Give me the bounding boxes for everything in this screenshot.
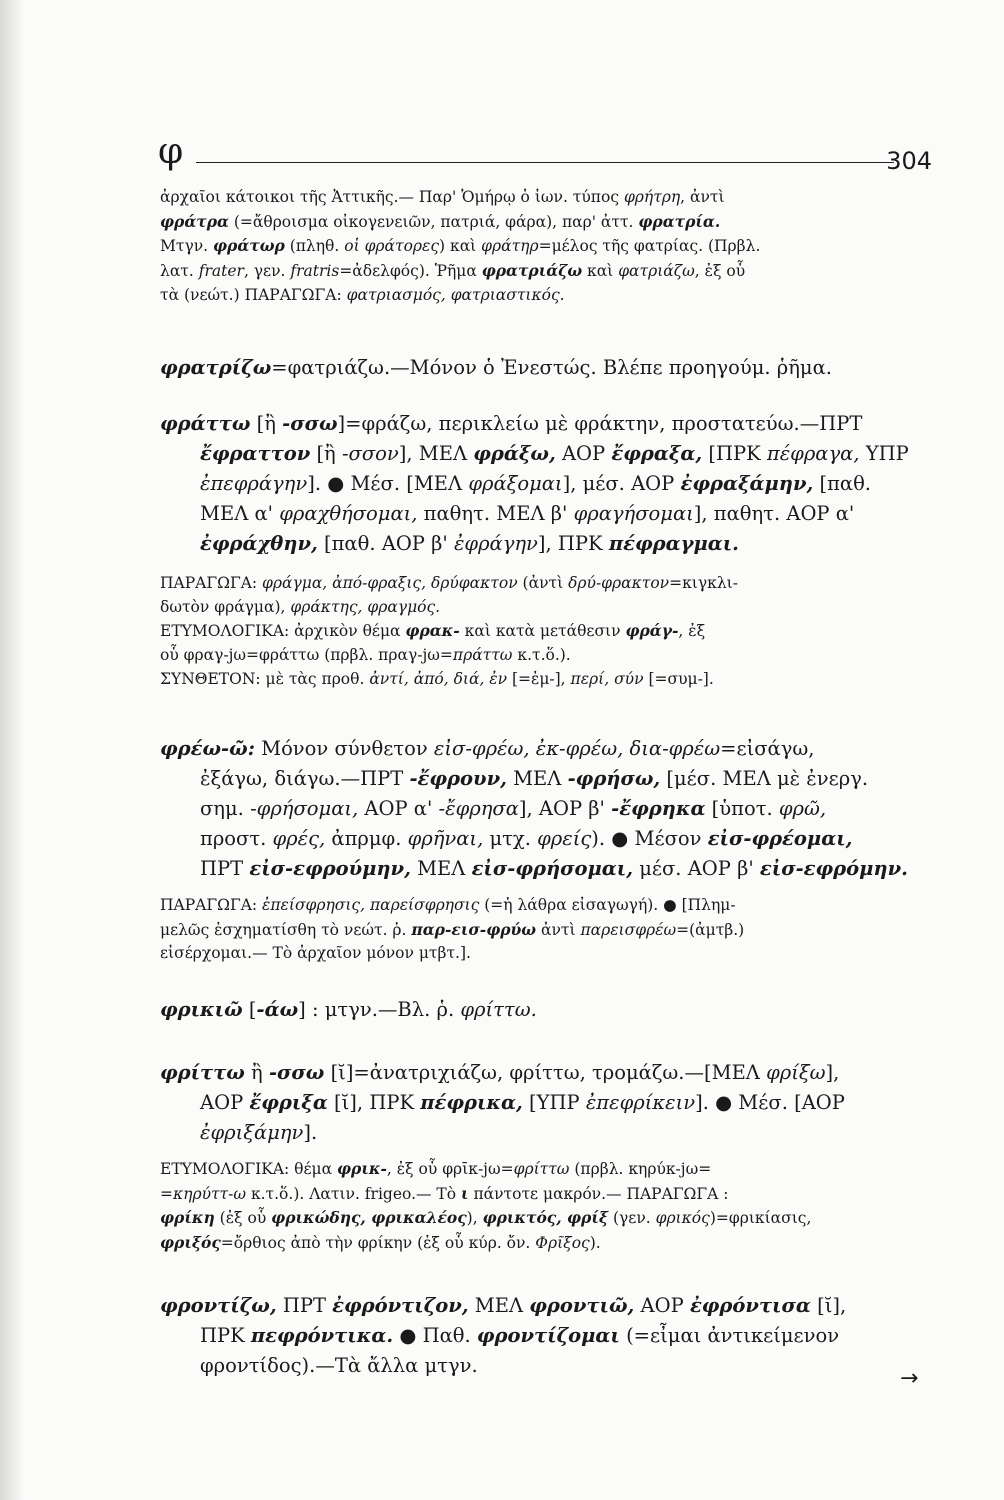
text-line <box>160 942 936 966</box>
text-run: κ.τ.ὅ.). Λατιν. frigeo.— Τὸ <box>246 1184 462 1203</box>
text-line <box>160 353 936 383</box>
text-run: -άω <box>256 998 299 1021</box>
text-run: λατ. <box>160 262 199 281</box>
text-run: ΠΑΡΑΓΩΓΑ: <box>160 574 263 592</box>
text-run: φροντίζω, <box>160 1294 277 1317</box>
text-run: φρικώδης, φρικαλέος <box>271 1208 467 1228</box>
entry-fritto <box>160 1058 936 1148</box>
text-run: [=συμ-]. <box>643 669 714 688</box>
text-run: φράξομαι <box>468 472 563 495</box>
text-run: εἰσ-φρήσομαι, <box>471 857 634 880</box>
text-line <box>160 824 936 854</box>
text-run: φρατρίζω <box>160 356 272 379</box>
text-run: (ἐξ οὗ <box>214 1209 272 1228</box>
text-run: δωτὸν φράγμα), <box>160 597 291 616</box>
text-run: φρικιῶ <box>160 998 243 1021</box>
text-run: frater <box>198 262 244 281</box>
entry-fratto-notes <box>160 572 936 692</box>
text-run: ΑΟΡ α' <box>358 797 439 820</box>
text-run: φροντιῶ, <box>529 1294 635 1317</box>
text-run: φρείς <box>537 827 592 850</box>
text-run: οὗ φραγ-jω=φράττω (πρβλ. πραγ-jω= <box>160 646 453 665</box>
text-run: =ἀδελφός). Ῥῆμα <box>339 262 482 281</box>
text-line <box>160 854 936 884</box>
header-letter: φ <box>158 131 184 172</box>
text-run: , ἐξ οὗ <box>694 262 746 281</box>
text-run: φρικτός, φρίξ <box>482 1208 609 1228</box>
text-run: ἐπεφρίκειν <box>585 1091 696 1114</box>
text-run: ἀρχαῖοι κάτοικοι τῆς Ἀττικῆς.— Παρ' Ὁμήρῳ ὁ ἰων. τύπος <box>160 188 624 206</box>
text-run: φρῆναι, <box>407 827 484 850</box>
text-run: (=ἄθροισμα οἰκογενειῶν, πατριά, φάρα), παρ' ἀττ. <box>228 212 639 231</box>
entry-fratrizo <box>160 353 936 383</box>
text-run: φραγήσομαι <box>573 502 694 525</box>
text-line <box>160 210 936 235</box>
text-run: ). ● Μέσον <box>591 827 708 850</box>
text-line <box>160 1231 936 1256</box>
text-run: ]. ● Μέσ. [ΑΟΡ <box>695 1091 845 1114</box>
text-run: =ὄρθιος ἀπὸ τὴν φρίκην (ἐξ οὗ κύρ. ὄν. <box>220 1234 536 1253</box>
text-line <box>160 1058 936 1088</box>
text-run: fratris <box>290 262 340 281</box>
text-run: φράκτης, φραγμός. <box>290 597 441 616</box>
text-line <box>160 619 936 644</box>
text-run: [παθ. <box>813 472 872 495</box>
text-run: ἐφράχθην, <box>200 532 318 555</box>
text-run: φροντίζομαι <box>476 1324 620 1347</box>
text-line <box>160 918 936 943</box>
text-run: φράτηρ <box>481 237 539 256</box>
text-run: ἐφρόντισα <box>689 1294 811 1317</box>
text-run: εἰσ-φρέω, ἐκ-φρέω, δια-φρέω <box>433 737 721 760</box>
text-run: [ἢ <box>250 412 283 435</box>
binding-shadow <box>0 0 24 1500</box>
text-line <box>160 995 936 1025</box>
text-run: Μόνον σύνθετον <box>254 737 434 760</box>
text-run: )=φρικίασις, <box>709 1209 812 1228</box>
entry-fritto-notes <box>160 1157 936 1256</box>
text-run: ΑΟΡ <box>555 442 612 465</box>
text-run: καὶ κατὰ μετάθεσιν <box>459 622 626 641</box>
text-run: =κιγκλι- <box>669 574 738 592</box>
text-run: (πληθ. <box>284 237 345 256</box>
text-run: ἐφρόντιζον, <box>332 1294 469 1317</box>
text-run: ], ΠΡΚ <box>537 532 609 555</box>
text-run: ΠΑΡΑΓΩΓΑ: <box>160 896 263 914</box>
text-run: ΕΤΥΜΟΛΟΓΙΚΑ: θέμα <box>160 1160 337 1178</box>
text-run: ἐφράγην <box>453 532 538 555</box>
text-line <box>160 1182 936 1207</box>
text-run: ΥΠΡ <box>859 442 909 465</box>
text-run: -ἔφρουν, <box>409 767 507 790</box>
text-line <box>160 734 936 764</box>
text-run: ἔφραξα, <box>611 442 703 465</box>
text-run: εἰσ-εφρόμην. <box>759 857 908 880</box>
text-line <box>160 469 936 499</box>
text-line <box>160 186 936 210</box>
text-run: ΜΕΛ <box>410 857 472 880</box>
text-run: σημ. <box>200 797 251 820</box>
text-run: παρεισφρέω <box>580 920 677 939</box>
text-run: ι <box>461 1183 469 1203</box>
text-run: ), <box>466 1209 483 1228</box>
text-run: , ἐξ οὗ φρῑκ-jω= <box>386 1160 514 1178</box>
text-line <box>160 894 936 918</box>
text-run: , ἐξ <box>678 622 706 641</box>
text-run: μτχ. <box>483 827 538 850</box>
text-run: (γεν. <box>608 1209 656 1228</box>
text-line <box>160 409 936 439</box>
text-run: =φατριάζω.—Μόνον ὁ Ἐνεστώς. Βλέπε προηγούμ. ῥῆμα. <box>271 356 832 379</box>
text-line <box>160 1321 936 1351</box>
text-run: ΠΡΤ <box>200 857 250 880</box>
text-run: [ῐ]=ἀνατριχιάζω, φρίττω, τρομάζω.—[ΜΕΛ <box>324 1061 767 1084</box>
text-run: [ὑποτ. <box>705 797 779 820</box>
text-run: τὰ (νεώτ.) ΠΑΡΑΓΩΓΑ: <box>160 285 347 304</box>
text-run: Φρῖξος <box>535 1234 590 1253</box>
text-run: εἰσ-εφρούμην, <box>249 857 411 880</box>
entry-fratto <box>160 409 936 559</box>
entry-freo-notes <box>160 894 936 966</box>
text-run: (=ἡ λάθρα εἰσαγωγή). ● [Πλημ- <box>479 896 736 914</box>
text-run: πέφραγμαι. <box>608 532 739 555</box>
text-run: ἀντί, ἀπό, διά, ἐν <box>369 669 508 688</box>
text-run: ● Παθ. <box>393 1324 477 1347</box>
text-run: ] : μτγν.—Βλ. ῥ. <box>298 998 461 1021</box>
continue-arrow-icon: → <box>900 1366 919 1391</box>
text-run: =εἰσάγω, <box>720 737 815 760</box>
text-line <box>160 1351 936 1381</box>
text-run: -ἔφρηκα <box>611 797 706 820</box>
text-run: φατριάζω <box>618 262 695 281</box>
text-line <box>160 1206 936 1231</box>
text-run: ], ΜΕΛ <box>398 442 474 465</box>
text-run: ἀντὶ <box>536 920 581 939</box>
text-run: = <box>160 1184 173 1203</box>
text-run: ΠΡΤ <box>276 1294 333 1317</box>
text-run: [=ἐμ-], <box>507 669 571 688</box>
text-run: ἔφραττον <box>200 442 311 465</box>
text-line <box>160 596 936 620</box>
text-run: [ <box>242 998 257 1021</box>
text-run: (=εἶμαι ἀντικείμενον <box>619 1324 840 1347</box>
text-run: φρικός <box>655 1209 710 1228</box>
text-line <box>160 284 936 308</box>
text-run: φρίττω. <box>460 998 537 1021</box>
text-run: ]. <box>303 1121 318 1144</box>
text-line <box>160 234 936 259</box>
text-run: φρατριάζω <box>481 261 583 281</box>
text-run: -σσον <box>341 442 399 465</box>
text-line <box>160 764 936 794</box>
text-run: -ἔφρησα <box>438 797 519 820</box>
text-run: [παθ. ΑΟΡ β' <box>317 532 454 555</box>
text-run: πάντοτε μακρόν.— ΠΑΡΑΓΩΓΑ : <box>468 1184 729 1203</box>
text-run: ]=φράζω, περικλείω μὲ φράκτην, προστατεύω.—ΠΡΤ <box>337 412 863 435</box>
text-line <box>160 1291 936 1321</box>
text-run: ἐφραξάμην, <box>680 472 814 495</box>
text-run: φράξω, <box>473 442 556 465</box>
text-run: ΣΥΝΘΕΤΟΝ: μὲ τὰς προθ. <box>160 669 370 688</box>
text-run: =μέλος τῆς φατρίας. (Πρβλ. <box>538 237 761 256</box>
header-rule <box>196 162 894 163</box>
text-run: φράγ- <box>625 621 679 641</box>
text-run: παθητ. ΜΕΛ β' <box>417 502 574 525</box>
text-run: ΕΤΥΜΟΛΟΓΙΚΑ: ἀρχικὸν θέμα <box>160 622 406 641</box>
text-run: παρ-εισ-φρύω <box>411 919 537 939</box>
text-run: φρῶ, <box>778 797 827 820</box>
text-run: φράτρα <box>160 211 229 231</box>
text-run: [ΠΡΚ <box>702 442 767 465</box>
text-run: μέσ. ΑΟΡ β' <box>633 857 760 880</box>
text-run: ], <box>825 1061 840 1084</box>
text-line <box>160 1157 936 1182</box>
text-run: ], μέσ. ΑΟΡ <box>562 472 681 495</box>
text-run: ). <box>589 1234 601 1253</box>
entry-frikio <box>160 995 936 1025</box>
text-run: ΜΕΛ <box>468 1294 530 1317</box>
text-run: [μέσ. ΜΕΛ μὲ ἐνεργ. <box>660 767 869 790</box>
text-run: (πρβλ. κηρύκ-jω= <box>569 1160 712 1178</box>
text-run: Μτγν. <box>160 237 213 256</box>
text-run: -φρήσομαι, <box>250 797 359 820</box>
text-run: ]. ● Μέσ. [ΜΕΛ <box>307 472 469 495</box>
text-run: φραχθήσομαι, <box>279 502 418 525</box>
text-line <box>160 529 936 559</box>
text-run: (ἀντὶ <box>517 574 569 592</box>
text-line <box>160 259 936 284</box>
text-run: ΜΕΛ <box>506 767 568 790</box>
text-run: προστ. <box>200 827 273 850</box>
text-line <box>160 644 936 668</box>
text-run: ], ΑΟΡ β' <box>518 797 612 820</box>
entry-frontizo <box>160 1291 936 1381</box>
text-run: ἢ <box>244 1061 269 1084</box>
text-run: ἐπεφράγην <box>200 472 308 495</box>
text-run: φρικ- <box>337 1159 387 1178</box>
text-run: φρήτρη <box>623 188 681 206</box>
text-run: φρέω-ῶ: <box>160 737 255 760</box>
text-run: -φρήσω, <box>567 767 661 790</box>
text-run: ἐφριξάμην <box>200 1121 304 1144</box>
text-run: [ῐ], <box>810 1294 847 1317</box>
text-run: φρακ- <box>405 621 460 641</box>
text-run: =(ἀμτβ.) <box>676 920 745 939</box>
text-run: -σσω <box>282 412 338 435</box>
text-line <box>160 1118 936 1148</box>
text-line <box>160 572 936 596</box>
text-line <box>160 499 936 529</box>
text-run: κηρύττ-ω <box>173 1184 247 1203</box>
text-run: [ῐ], ΠΡΚ <box>327 1091 421 1114</box>
text-run: φρίξω <box>766 1061 826 1084</box>
text-run: ΠΡΚ <box>200 1324 251 1347</box>
text-run: οἱ φράτορες <box>344 237 440 256</box>
text-run: περί, σύν <box>570 669 644 688</box>
continued-etymology <box>160 186 936 308</box>
text-run: δρύ-φρακτον <box>568 574 670 592</box>
text-run: φρίττω <box>513 1160 570 1178</box>
text-run: εἰσ-φρέομαι, <box>707 827 853 850</box>
text-run: ΑΟΡ <box>634 1294 690 1317</box>
text-run: φράτωρ <box>213 236 285 256</box>
text-run: ΑΟΡ <box>200 1091 250 1114</box>
text-run: πέφρικα, <box>420 1091 523 1114</box>
text-run: φρίττω <box>160 1061 245 1084</box>
text-run: , γεν. <box>243 262 291 281</box>
text-run: ΜΕΛ α' <box>200 502 280 525</box>
text-run: ἐπείσφρησις, παρείσφρησις <box>262 896 480 914</box>
text-run: ἀπρμφ. <box>325 827 408 850</box>
text-run: πράττω <box>452 646 513 665</box>
text-run: μελῶς ἐσχηματίσθη τὸ νεώτ. ῥ. <box>160 920 412 939</box>
text-run: [ΥΠΡ <box>522 1091 586 1114</box>
text-run: φρατρία. <box>638 211 721 231</box>
text-run: ) καὶ <box>439 237 482 256</box>
text-run: -σσω <box>268 1061 325 1084</box>
text-line <box>160 668 936 692</box>
text-run: ], παθητ. ΑΟΡ α' <box>693 502 855 525</box>
text-run: [ἢ <box>310 442 342 465</box>
text-run: φρές, <box>272 827 326 850</box>
text-run: ἐξάγω, διάγω.—ΠΡΤ <box>200 767 410 790</box>
entry-freo <box>160 734 936 884</box>
text-run: πεφρόντικα. <box>250 1324 394 1347</box>
text-run: , ἀντὶ <box>680 188 725 206</box>
text-run: φράγμα, ἀπό-φραξις, δρύφακτον <box>262 574 518 592</box>
text-line <box>160 1088 936 1118</box>
text-run: κ.τ.ὅ.). <box>512 646 571 665</box>
text-run: πέφραγα, <box>766 442 860 465</box>
text-line <box>160 439 936 469</box>
text-run: φρίκη <box>160 1208 215 1228</box>
text-run: φροντίδος).—Τὰ ἄλλα μτγν. <box>200 1354 478 1377</box>
text-run: ἔφριξα <box>249 1091 328 1114</box>
page-number: 304 <box>886 147 932 175</box>
text-run: φράττω <box>160 412 251 435</box>
text-run: εἰσέρχομαι.— Τὸ ἀρχαῖον μόνον μτβτ.]. <box>160 944 471 963</box>
text-run: καὶ <box>582 262 619 281</box>
text-line <box>160 794 936 824</box>
text-run: φριξός <box>160 1233 221 1253</box>
text-run: φατριασμός, φατριαστικός. <box>346 285 565 304</box>
